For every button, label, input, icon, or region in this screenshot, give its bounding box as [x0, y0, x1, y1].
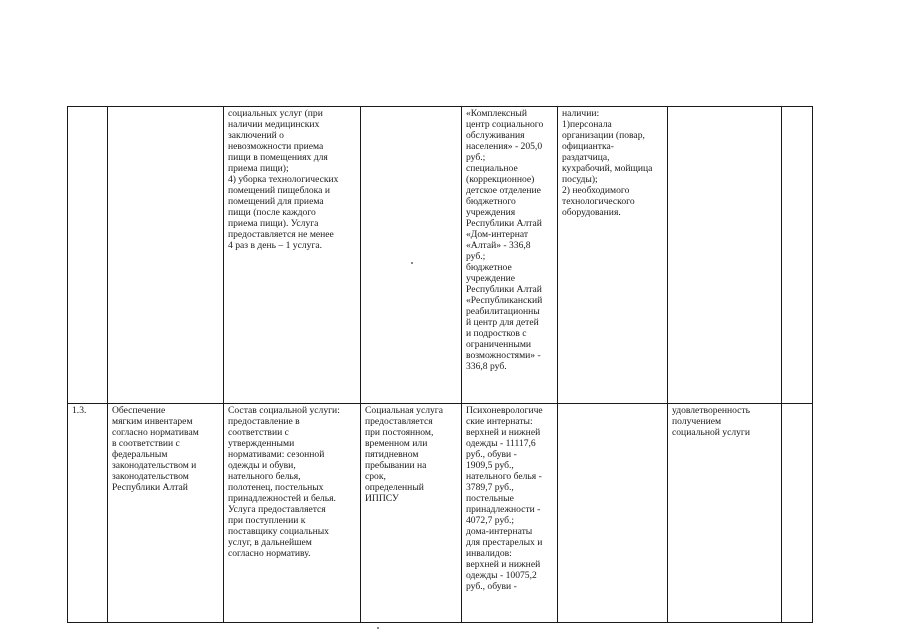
- cell-rate: Психоневрологиче ские интернаты: верхней и нижней одежды - 11117,6 руб., обуви - 1909,5 руб., нательного белья - 3789,7 руб., постельные принадлежности - 4072,7 руб.; дома-интернаты для престарелых и инвалидов: верхней и нижней одежды - 10075,2 руб., обуви -: [462, 404, 558, 623]
- cell-conditions: наличии: 1)персонала организации (повар, официантка- раздатчица, кухрабочий, мойщица посуды); 2) необходимого технологического оборудования.: [558, 107, 668, 404]
- cell-service-name: [108, 107, 224, 404]
- cell-service-timing: [361, 107, 462, 404]
- cell-quality: [668, 107, 782, 404]
- cell-rate: «Комплексный центр социального обслуживания населения» - 205,0 руб.; специальное (коррекционное) детское отделение бюджетного учреждения Республики Алтай «Дом-интернат «Алтай» - 336,8 руб.; бюджетное учреждение Республики Алтай «Республиканский реабилитационны й центр для детей и подростков с ограниченными возможностями» - 336,8 руб.: [462, 107, 558, 404]
- scan-speck: [377, 627, 379, 629]
- scan-speck: [411, 262, 413, 264]
- cell-number: [68, 107, 108, 404]
- table-row: [68, 404, 813, 623]
- cell-conditions: [558, 404, 668, 623]
- services-table: [67, 106, 813, 623]
- cell-service-name: Обеспечение мягким инвентарем согласно нормативам в соответствии с федеральным законодательством и законодательством Республики Алтай: [108, 404, 224, 623]
- cell-service-content: Состав социальной услуги: предоставление в соответствии с утвержденными нормативами: сезонной одежды и обуви, нательного белья, полотенец, постельных принадлежностей и белья. Услуга предоставляется при поступлении к поставщику социальных услуг, в дальнейшем согласно нормативу.: [224, 404, 361, 623]
- cell-service-content: социальных услуг (при наличии медицинских заключений о невозможности приема пищи в помещениях для приема пищи); 4) уборка технологических помещений пищеблока и помещений для приема пищи (после каждого приема пищи). Услуга предоставляется не менее 4 раз в день – 1 услуга.: [224, 107, 361, 404]
- cell-quality: удовлетворенность получением социальной услуги: [668, 404, 782, 623]
- cell-extra: [782, 107, 813, 404]
- cell-extra: [782, 404, 813, 623]
- cell-number: 1.3.: [68, 404, 108, 623]
- cell-service-timing: Социальная услуга предоставляется при постоянном, временном или пятидневном пребывании на срок, определенный ИППСУ: [361, 404, 462, 623]
- table-row: [68, 107, 813, 404]
